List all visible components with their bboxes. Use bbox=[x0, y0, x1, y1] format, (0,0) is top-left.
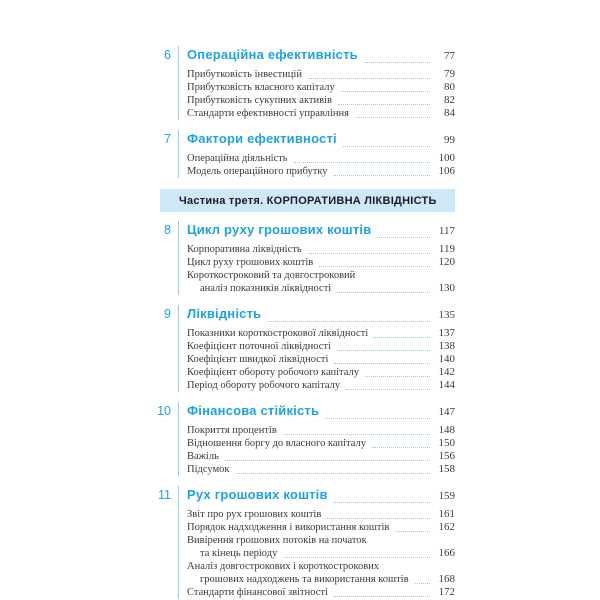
chapter-number: 9 bbox=[164, 307, 171, 321]
chapter-body bbox=[178, 130, 455, 178]
toc-item-text: Стандарти ефективності управління bbox=[187, 108, 349, 119]
dot-leader bbox=[341, 91, 430, 92]
toc-item bbox=[187, 256, 455, 269]
chapter-body bbox=[178, 221, 455, 295]
toc-item-text: Цикл руху грошових коштів bbox=[187, 257, 314, 268]
item-page-number: 148 bbox=[438, 424, 455, 436]
toc-item-text: Підсумок bbox=[187, 464, 230, 475]
item-page-number: 80 bbox=[444, 81, 455, 93]
chapter-title-row bbox=[187, 305, 455, 324]
chapter-title: Ліквідність bbox=[187, 306, 262, 321]
toc-item-text: Звіт про рух грошових коштів bbox=[187, 509, 322, 520]
item-page-number: 79 bbox=[444, 68, 455, 80]
toc-item bbox=[187, 463, 455, 476]
chapter-body bbox=[178, 486, 455, 599]
part-heading-band bbox=[160, 189, 455, 212]
toc-item-text: Прибутковість сукупних активів bbox=[187, 95, 332, 106]
dot-leader bbox=[355, 117, 430, 118]
chapter-body bbox=[178, 305, 455, 392]
chapter-page-number: 135 bbox=[438, 309, 455, 321]
toc-item bbox=[187, 508, 455, 521]
chapter-block bbox=[154, 221, 455, 295]
item-page-number: 166 bbox=[438, 547, 455, 559]
chapter-page-number: 117 bbox=[438, 225, 455, 237]
item-page-number: 106 bbox=[438, 165, 455, 177]
item-page-number: 161 bbox=[438, 508, 455, 520]
dot-leader bbox=[334, 175, 430, 176]
toc-item bbox=[187, 81, 455, 94]
toc-item bbox=[187, 107, 455, 120]
toc-item-text: Коефіцієнт швидкої ліквідності bbox=[187, 354, 329, 365]
chapter-block bbox=[154, 402, 455, 476]
chapter-number: 7 bbox=[164, 132, 171, 146]
toc-item bbox=[187, 521, 455, 534]
dot-leader bbox=[225, 460, 430, 461]
dot-leader bbox=[308, 78, 430, 79]
chapter-block bbox=[154, 305, 455, 392]
toc-item-text: Стандарти фінансової звітності bbox=[187, 587, 328, 598]
item-page-number: 144 bbox=[438, 379, 455, 391]
item-page-number: 142 bbox=[438, 366, 455, 378]
item-page-number: 162 bbox=[438, 521, 455, 533]
item-page-number: 172 bbox=[438, 586, 455, 598]
item-page-number: 82 bbox=[444, 94, 455, 106]
toc-item bbox=[187, 437, 455, 450]
chapter-block bbox=[154, 130, 455, 178]
toc-item bbox=[187, 152, 455, 165]
toc-item bbox=[187, 94, 455, 107]
toc-item bbox=[187, 450, 455, 463]
item-page-number: 168 bbox=[438, 573, 455, 585]
item-page-number: 100 bbox=[438, 152, 455, 164]
toc-item-text: Короткостроковий та довгостроковий bbox=[187, 270, 356, 281]
chapter-number: 8 bbox=[164, 223, 171, 237]
toc-item-line2 bbox=[187, 547, 455, 560]
toc-item-line1 bbox=[187, 534, 455, 547]
toc-item-text-cont: аналіз показників ліквідності bbox=[200, 283, 332, 294]
chapter-page-number: 99 bbox=[444, 134, 455, 146]
chapter-block bbox=[154, 46, 455, 120]
chapter-page-number: 159 bbox=[438, 490, 455, 502]
dot-leader bbox=[374, 337, 430, 338]
chapter-title-row bbox=[187, 46, 455, 65]
toc-item-text: Порядок надходження і використання коштів bbox=[187, 522, 390, 533]
dot-leader bbox=[283, 434, 430, 435]
toc-item-text: Покриття процентів bbox=[187, 425, 277, 436]
toc-item bbox=[187, 366, 455, 379]
item-page-number: 140 bbox=[438, 353, 455, 365]
toc-item bbox=[187, 327, 455, 340]
toc-item bbox=[187, 68, 455, 81]
toc-item-text: Період обороту робочого капіталу bbox=[187, 380, 341, 391]
dot-leader bbox=[395, 531, 430, 532]
chapter-title: Операційна ефективність bbox=[187, 47, 358, 62]
toc-item-text: Операційна діяльність bbox=[187, 153, 288, 164]
item-page-number: 119 bbox=[438, 243, 455, 255]
dot-leader bbox=[308, 253, 430, 254]
item-page-number: 138 bbox=[438, 340, 455, 352]
dot-leader bbox=[267, 321, 430, 322]
chapter-title-row bbox=[187, 402, 455, 421]
dot-leader bbox=[334, 502, 430, 503]
toc-item-line2 bbox=[187, 282, 455, 295]
toc-item bbox=[187, 243, 455, 256]
item-page-number: 120 bbox=[438, 256, 455, 268]
toc-item-text: Аналіз довгострокових і короткострокових bbox=[187, 561, 380, 572]
item-page-number: 130 bbox=[438, 282, 455, 294]
toc-list bbox=[154, 46, 455, 600]
item-page-number: 84 bbox=[444, 107, 455, 119]
item-page-number: 156 bbox=[438, 450, 455, 462]
dot-leader bbox=[327, 518, 430, 519]
chapter-title: Цикл руху грошових коштів bbox=[187, 222, 372, 237]
chapter-title: Фінансова стійкість bbox=[187, 403, 320, 418]
toc-item-text: Вивірення грошових потоків на початок bbox=[187, 535, 367, 546]
dot-leader bbox=[319, 266, 430, 267]
toc-item-text: Важіль bbox=[187, 451, 219, 462]
toc-item-line2 bbox=[187, 573, 455, 586]
toc-item bbox=[187, 586, 455, 599]
toc-item bbox=[187, 379, 455, 392]
chapter-title-row bbox=[187, 130, 455, 149]
dot-leader bbox=[334, 363, 430, 364]
chapter-title: Рух грошових коштів bbox=[187, 487, 328, 502]
dot-leader bbox=[377, 237, 430, 238]
toc-item-text: Корпоративна ліквідність bbox=[187, 244, 302, 255]
chapter-number: 11 bbox=[158, 488, 171, 502]
toc-item-text: Відношення боргу до власного капіталу bbox=[187, 438, 366, 449]
dot-leader bbox=[283, 557, 430, 558]
part-heading-text: Частина третя. КОРПОРАТИВНА ЛІКВІДНІСТЬ bbox=[179, 194, 437, 207]
chapter-title: Фактори ефективності bbox=[187, 131, 337, 146]
chapter-body bbox=[178, 402, 455, 476]
dot-leader bbox=[415, 583, 430, 584]
toc-item-text: Коефіцієнт обороту робочого капіталу bbox=[187, 367, 360, 378]
toc-item-text-cont: та кінець періоду bbox=[200, 548, 278, 559]
toc-item bbox=[187, 424, 455, 437]
item-page-number: 150 bbox=[438, 437, 455, 449]
dot-leader bbox=[337, 350, 430, 351]
dot-leader bbox=[343, 146, 430, 147]
toc-item bbox=[187, 340, 455, 353]
dot-leader bbox=[364, 62, 430, 63]
chapter-block bbox=[154, 486, 455, 599]
chapter-page-number: 147 bbox=[438, 406, 455, 418]
dot-leader bbox=[325, 418, 430, 419]
toc-item-text: Коефіцієнт поточної ліквідності bbox=[187, 341, 331, 352]
toc-item-text: Модель операційного прибутку bbox=[187, 166, 328, 177]
toc-item bbox=[187, 353, 455, 366]
toc-item-text: Прибутковість власного капіталу bbox=[187, 82, 335, 93]
dot-leader bbox=[346, 389, 430, 390]
toc-item-text: Показники короткострокової ліквідності bbox=[187, 328, 369, 339]
toc-item-line1 bbox=[187, 269, 455, 282]
chapter-page-number: 77 bbox=[444, 50, 455, 62]
dot-leader bbox=[235, 473, 430, 474]
chapter-number: 6 bbox=[164, 48, 171, 62]
toc-item-text: Прибутковість інвестицій bbox=[187, 69, 302, 80]
toc-item-line1 bbox=[187, 560, 455, 573]
chapter-title-row bbox=[187, 486, 455, 505]
dot-leader bbox=[337, 292, 430, 293]
chapter-number: 10 bbox=[157, 404, 171, 418]
item-page-number: 137 bbox=[438, 327, 455, 339]
dot-leader bbox=[365, 376, 430, 377]
dot-leader bbox=[372, 447, 430, 448]
dot-leader bbox=[338, 104, 430, 105]
chapter-title-row bbox=[187, 221, 455, 240]
dot-leader bbox=[334, 596, 430, 597]
item-page-number: 158 bbox=[438, 463, 455, 475]
chapter-body bbox=[178, 46, 455, 120]
dot-leader bbox=[294, 162, 430, 163]
toc-item-text-cont: грошових надходжень та використання коштів bbox=[200, 574, 409, 585]
toc-item bbox=[187, 165, 455, 178]
